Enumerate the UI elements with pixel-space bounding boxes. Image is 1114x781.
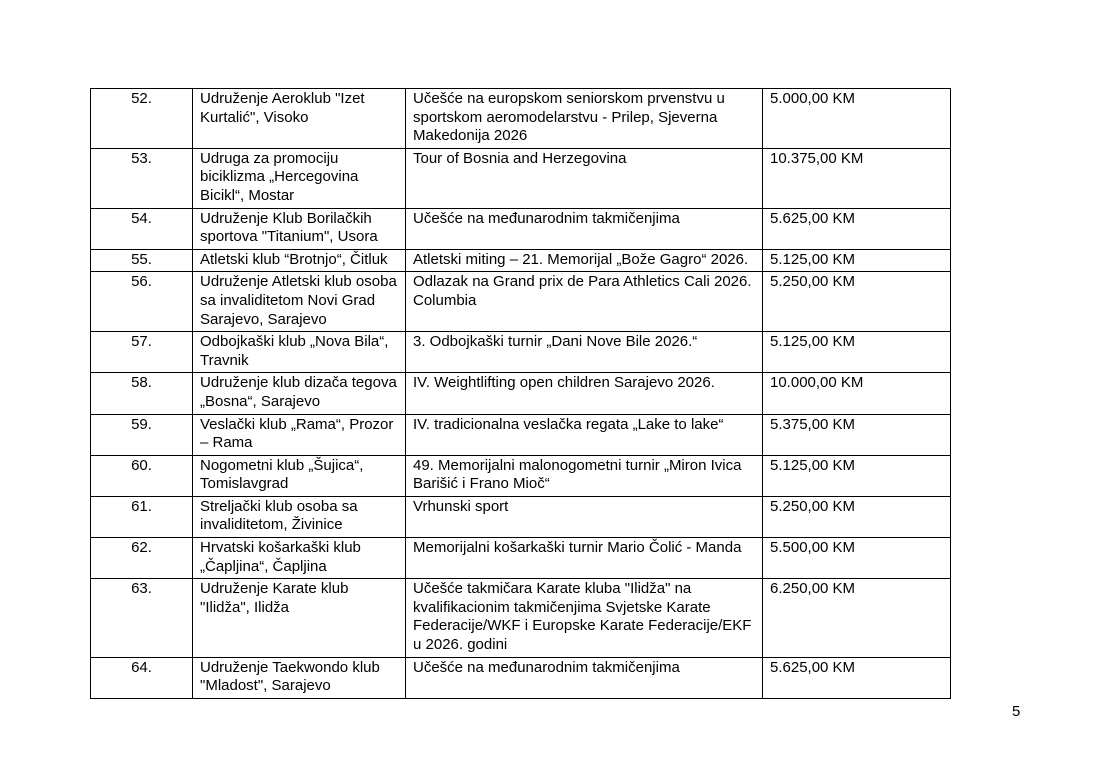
organization-cell: Nogometni klub „Šujica“, Tomislavgrad [193,455,406,496]
grants-table-body [91,89,951,699]
table-row [91,89,951,149]
row-number-cell: 62. [91,538,193,579]
organization-cell: Udruženje Aeroklub "Izet Kurtalić", Visoko [193,89,406,149]
project-cell: IV. tradicionalna veslačka regata „Lake to lake“ [406,414,763,455]
table-row [91,657,951,698]
organization-cell: Udruženje Karate klub "Ilidža", Ilidža [193,579,406,657]
amount-cell: 5.500,00 KM [763,538,951,579]
table-row [91,249,951,272]
organization-cell: Streljački klub osoba sa invaliditetom, Živinice [193,496,406,537]
organization-cell: Veslački klub „Rama“, Prozor – Rama [193,414,406,455]
amount-cell: 5.250,00 KM [763,272,951,332]
table-row [91,373,951,414]
row-number-cell: 59. [91,414,193,455]
organization-cell: Udruženje klub dizača tegova „Bosna“, Sarajevo [193,373,406,414]
project-cell: Vrhunski sport [406,496,763,537]
amount-cell: 5.000,00 KM [763,89,951,149]
row-number-cell: 61. [91,496,193,537]
project-cell: IV. Weightlifting open children Sarajevo 2026. [406,373,763,414]
row-number-cell: 56. [91,272,193,332]
table-row [91,148,951,208]
amount-cell: 5.375,00 KM [763,414,951,455]
table-row [91,455,951,496]
row-number-cell: 54. [91,208,193,249]
row-number-cell: 53. [91,148,193,208]
amount-cell: 5.250,00 KM [763,496,951,537]
amount-cell: 10.000,00 KM [763,373,951,414]
table-row [91,332,951,373]
table-row [91,272,951,332]
amount-cell: 5.625,00 KM [763,208,951,249]
project-cell: Učešće na međunarodnim takmičenjima [406,657,763,698]
amount-cell: 6.250,00 KM [763,579,951,657]
table-row [91,208,951,249]
row-number-cell: 55. [91,249,193,272]
row-number-cell: 57. [91,332,193,373]
organization-cell: Udruženje Taekwondo klub "Mladost", Sarajevo [193,657,406,698]
amount-cell: 5.125,00 KM [763,332,951,373]
table-row [91,579,951,657]
row-number-cell: 64. [91,657,193,698]
row-number-cell: 63. [91,579,193,657]
page-number: 5 [1012,703,1021,720]
project-cell: 49. Memorijalni malonogometni turnir „Miron Ivica Barišić i Frano Mioč“ [406,455,763,496]
organization-cell: Atletski klub “Brotnjo“, Čitluk [193,249,406,272]
project-cell: Atletski miting – 21. Memorijal „Bože Gagro“ 2026. [406,249,763,272]
table-row [91,496,951,537]
row-number-cell: 52. [91,89,193,149]
amount-cell: 5.125,00 KM [763,249,951,272]
organization-cell: Hrvatski košarkaški klub „Čapljina“, Čapljina [193,538,406,579]
organization-cell: Odbojkaški klub „Nova Bila“, Travnik [193,332,406,373]
project-cell: Učešće na europskom seniorskom prvenstvu u sportskom aeromodelarstvu - Prilep, Sjeverna Makedonija 2026 [406,89,763,149]
amount-cell: 5.125,00 KM [763,455,951,496]
row-number-cell: 60. [91,455,193,496]
project-cell: Odlazak na Grand prix de Para Athletics Cali 2026. Columbia [406,272,763,332]
project-cell: Učešće na međunarodnim takmičenjima [406,208,763,249]
amount-cell: 10.375,00 KM [763,148,951,208]
organization-cell: Udruženje Klub Borilačkih sportova "Titanium", Usora [193,208,406,249]
row-number-cell: 58. [91,373,193,414]
project-cell: 3. Odbojkaški turnir „Dani Nove Bile 2026.“ [406,332,763,373]
organization-cell: Udruženje Atletski klub osoba sa invaliditetom Novi Grad Sarajevo, Sarajevo [193,272,406,332]
amount-cell: 5.625,00 KM [763,657,951,698]
organization-cell: Udruga za promociju biciklizma „Hercegovina Bicikl“, Mostar [193,148,406,208]
grants-table [90,88,951,699]
table-row [91,538,951,579]
project-cell: Učešće takmičara Karate kluba "Ilidža" na kvalifikacionim takmičenjima Svjetske Karate Federacije/WKF i Europske Karate Federacije/EKF u 2026. godini [406,579,763,657]
project-cell: Memorijalni košarkaški turnir Mario Čolić - Manda [406,538,763,579]
table-row [91,414,951,455]
project-cell: Tour of Bosnia and Herzegovina [406,148,763,208]
